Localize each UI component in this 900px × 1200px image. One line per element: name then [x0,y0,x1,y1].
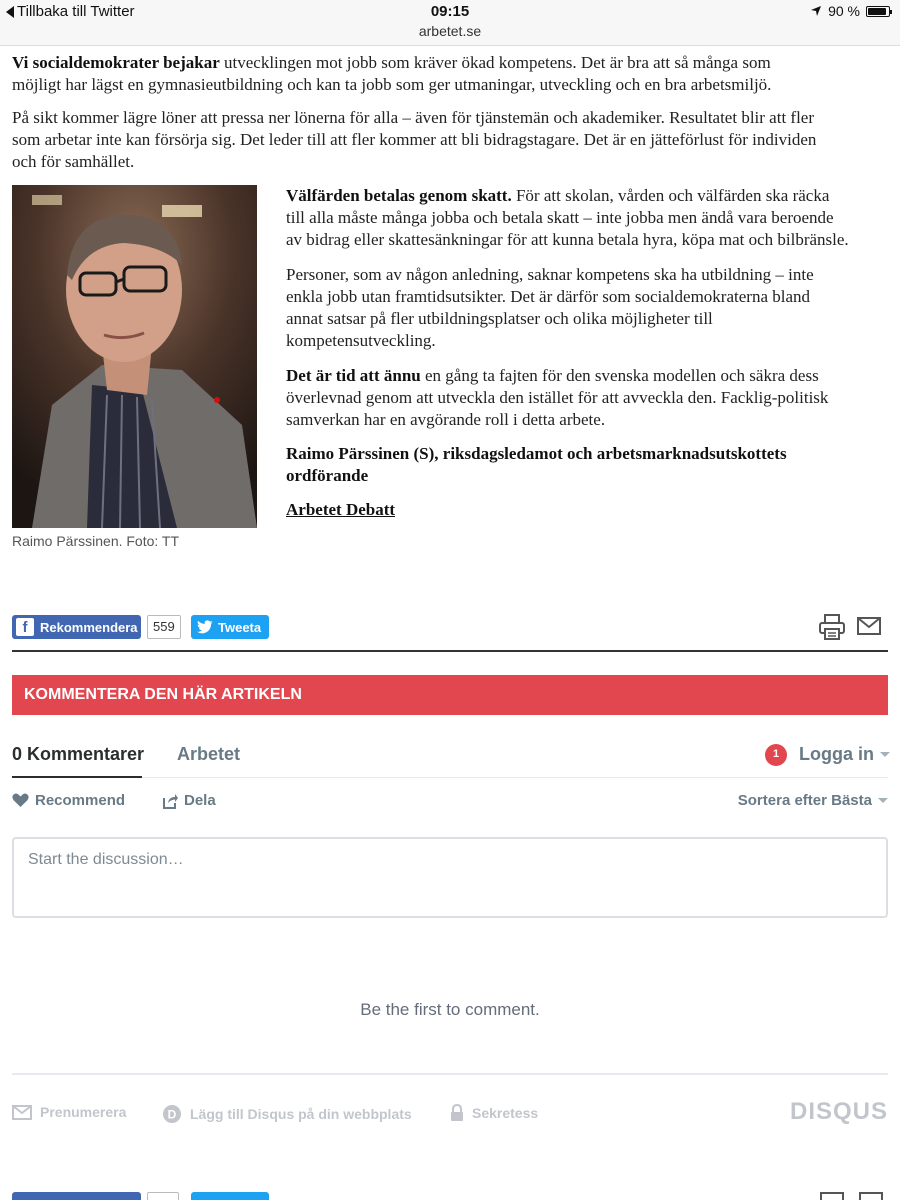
share-label: Dela [184,792,216,809]
chevron-down-icon [880,752,890,757]
text-line: som arbetar inte kan försörja sig. Det leder till att fler kommer att bli bidragstagare. Det är en jätteförlust för individen [12,130,817,149]
share-button[interactable] [162,792,216,809]
tweet-button[interactable] [191,1192,269,1200]
facebook-icon: f [16,618,34,636]
comment-input[interactable]: Start the discussion… [12,837,888,918]
text-line: Raimo Pärssinen (S), riksdagsledamot och arbetsmarknadsutskottets [286,444,787,463]
add-disqus-label: Lägg till Disqus på din webbplats [190,1106,412,1122]
facebook-recommend-button[interactable] [12,615,141,639]
print-icon[interactable] [819,614,845,640]
tweet-button[interactable] [191,615,269,639]
photo-caption: Raimo Pärssinen. Foto: TT [12,533,180,549]
tab-comments[interactable]: 0 Kommentarer [12,744,145,764]
svg-text:D: D [167,1107,177,1122]
lock-icon [450,1104,464,1122]
text-line: Personer, som av någon anledning, saknar kompetens ska ha utbildning – inte [286,265,814,284]
author-signature [286,443,892,487]
facebook-count: 559 [147,615,181,639]
email-icon[interactable] [857,617,881,635]
share-icon [162,793,178,809]
article-paragraph-4 [286,264,892,352]
subscribe-label: Prenumerera [40,1104,127,1120]
empty-comments-message: Be the first to comment. [360,1000,540,1019]
tweet-label: Tweeta [218,619,262,635]
sort-dropdown[interactable] [738,792,888,809]
text-line: en gång ta fajten för den svenska modellen och säkra dess [420,366,819,385]
recommend-button[interactable] [12,792,125,809]
login-label: Logga in [799,744,874,764]
facebook-label: Rekommendera [40,619,138,635]
ios-status-bar [0,0,900,46]
address-bar[interactable]: arbetet.se [418,23,482,39]
heart-icon [12,793,29,808]
privacy-label: Sekretess [472,1105,539,1121]
text-line: möjligt har lägst en gymnasieutbildning och kan ta jobb som ger utmaningar, utveckling och en bra arbetsmiljö. [12,75,772,94]
section-link-wrapper [286,499,395,521]
text-line: och för samhället. [12,152,135,171]
text-line: kompetensutveckling. [286,331,436,350]
text-line: till alla måste många jobba och betala skatt – inte jobba men ändå vara beroende [286,208,834,227]
comment-section-banner: KOMMENTERA DEN HÄR ARTIKELN [12,675,888,715]
text-line: överlevnad genom att utveckla den istället för att avveckla den. Facklig-politisk [286,388,829,407]
article-paragraph-3 [286,185,892,251]
subscribe-link[interactable] [12,1104,126,1120]
text-line: För att skolan, vården och välfärden ska räcka [511,186,830,205]
notification-badge[interactable]: 1 [765,744,787,766]
active-tab-indicator [12,776,142,778]
chevron-down-icon [878,798,888,803]
recommend-label: Recommend [35,792,126,809]
back-label: Tillbaka till Twitter [17,3,135,20]
clock: 09:15 [430,3,470,20]
article-paragraph-5 [286,365,892,431]
status-icons [810,3,890,19]
battery-icon [866,6,890,17]
login-dropdown[interactable] [799,744,890,765]
facebook-count [147,1192,179,1200]
envelope-icon [12,1105,32,1120]
email-icon[interactable] [859,1192,883,1200]
privacy-link[interactable] [450,1104,538,1122]
add-disqus-link[interactable] [162,1104,412,1124]
article-paragraph-2 [12,107,892,173]
author-photo [12,185,257,528]
tab-community[interactable]: Arbetet [177,744,241,764]
paragraph-lead: Vi socialdemokrater bejakar [12,53,220,72]
location-arrow-icon [810,5,822,17]
divider [12,777,888,778]
disqus-d-icon [162,1104,182,1124]
text-line: annat satsar på fler utbildningsplatser och olika möjligheter till [286,309,713,328]
disqus-logo[interactable]: DISQUS [789,1098,888,1125]
sort-label: Sortera efter Bästa [737,792,872,809]
section-link[interactable]: Arbetet Debatt [286,500,396,519]
divider [12,650,888,652]
text-line: utvecklingen mot jobb som kräver ökad kompetens. Det är bra att så många som [219,53,771,72]
text-line: av bidrag eller skattesänkningar för att kunna betala hyra, köpa mat och bilbränsle. [286,230,849,249]
text-line: enkla jobb utan framtidsutsikter. Det är därför som socialdemokraterna bland [286,287,811,306]
text-line: På sikt kommer lägre löner att pressa ner lönerna för alla – även för tjänstemän och akademiker. Resultatet blir att fler [12,108,815,127]
text-line: samverkan har en avgörande roll i detta arbete. [286,410,606,429]
facebook-recommend-button[interactable] [12,1192,141,1200]
article-paragraph-1 [12,52,892,96]
portrait-image [12,185,257,528]
battery-percentage: 90 % [828,3,860,19]
text-line: ordförande [286,466,369,485]
twitter-bird-icon [197,620,213,634]
print-icon[interactable] [820,1192,844,1200]
paragraph-lead: Välfärden betalas genom skatt. [286,186,512,205]
paragraph-lead: Det är tid att ännu [286,366,421,385]
divider [12,1073,888,1075]
